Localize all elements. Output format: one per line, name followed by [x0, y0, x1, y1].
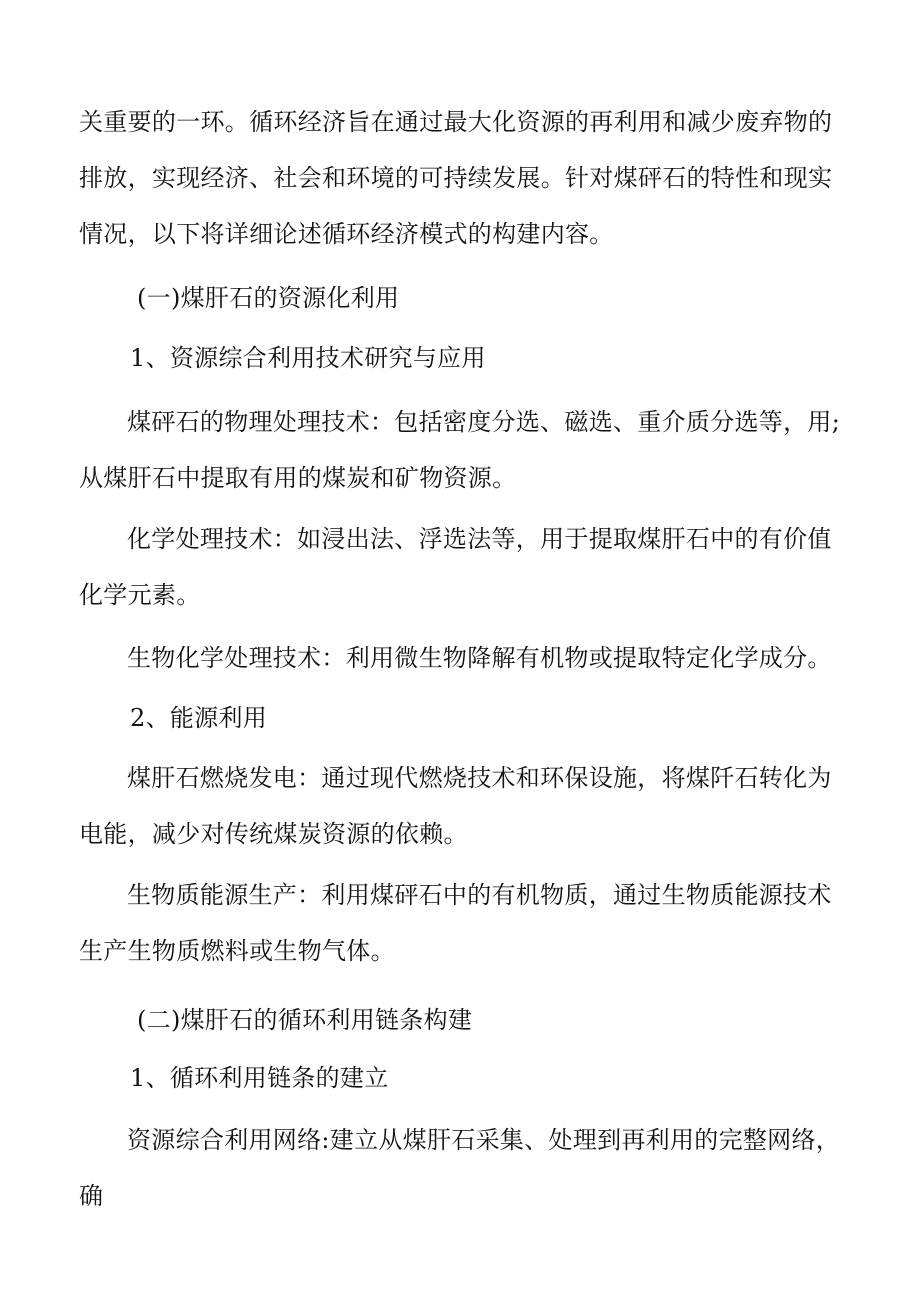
section-heading-resource-utilization: (一)煤肝石的资源化利用	[137, 284, 400, 312]
subheading-chain-establishment: 1、循环利用链条的建立	[130, 1064, 389, 1092]
paragraph-circular-economy-intro: 关重要的一环。循环经济旨在通过最大化资源的再利用和减少废弃物的排放，实现经济、社会和环境的可持续发展。针对煤砰石的特性和现实情况，以下将详细论述循环经济模式的构建内容。	[79, 108, 833, 248]
paragraph-biochemical-processing: 生物化学处理技术：利用微生物降解有机物或提取特定化学成分。	[127, 644, 832, 672]
paragraph-biomass-energy: 生物质能源生产：利用煤砰石中的有机物质，通过生物质能源技术生产生物质燃料或生物气体。	[79, 881, 832, 965]
paragraph-chemical-processing: 化学处理技术：如浸出法、浮选法等，用于提取煤肝石中的有价值化学元素。	[79, 525, 832, 609]
paragraph-physical-processing: 煤砰石的物理处理技术：包括密度分选、磁选、重介质分选等，用;从煤肝石中提取有用的煤炭和矿物资源。	[79, 408, 841, 492]
paragraph-power-generation: 煤肝石燃烧发电：通过现代燃烧技术和环保设施，将煤阡石转化为电能，减少对传统煤炭资源的依赖。	[79, 764, 832, 848]
section-heading-recycling-chain: (二)煤肝石的循环利用链条构建	[137, 1006, 473, 1034]
subheading-comprehensive-utilization-tech: 1、资源综合利用技术研究与应用	[130, 344, 486, 372]
subheading-energy-utilization: 2、能源利用	[130, 704, 268, 732]
paragraph-utilization-network: 资源综合利用网络:建立从煤肝石采集、处理到再利用的完整网络，确	[79, 1126, 841, 1210]
